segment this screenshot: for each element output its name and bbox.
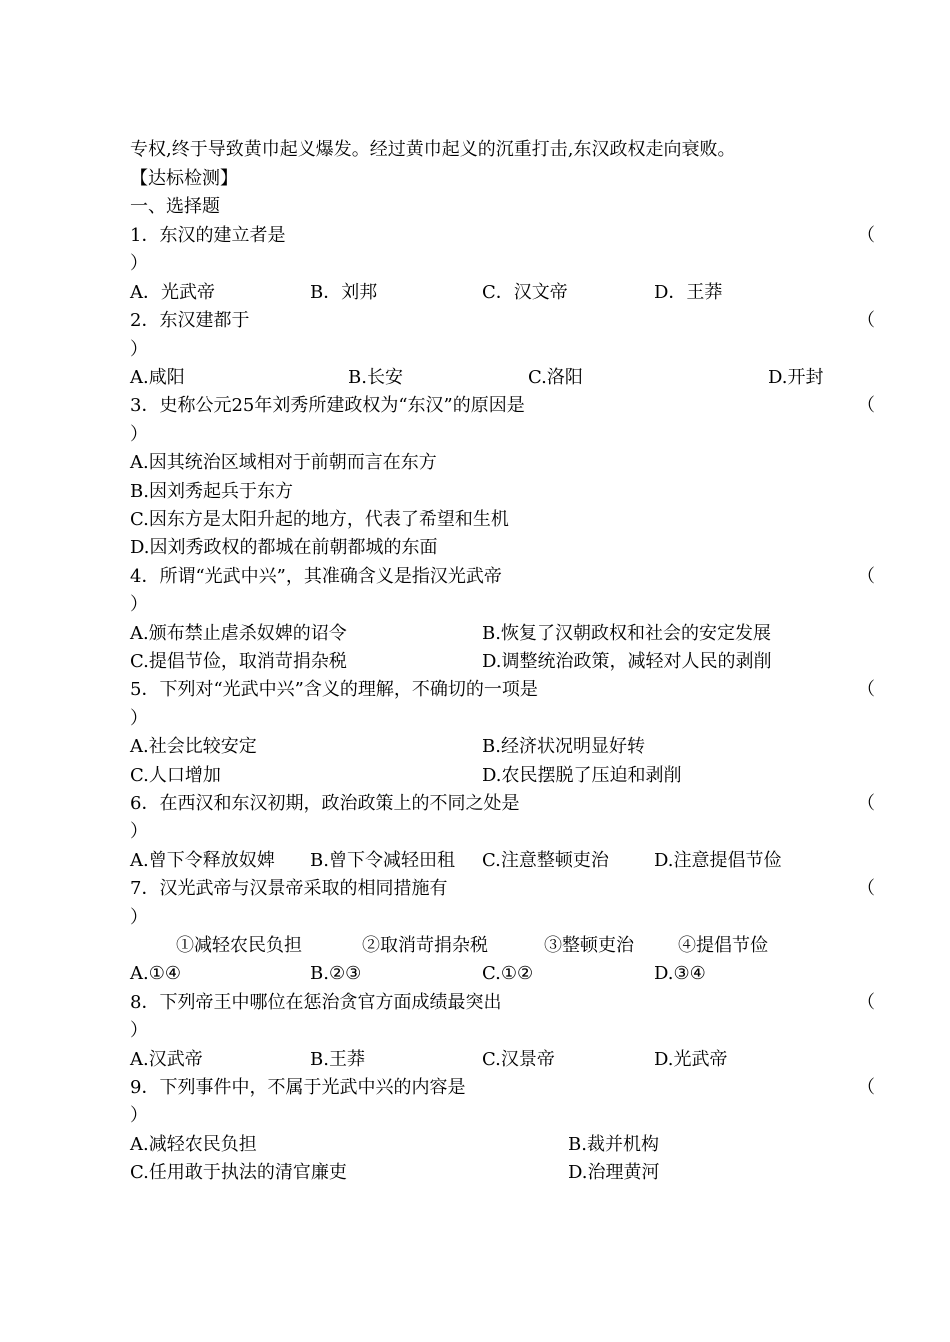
option-row (130, 847, 870, 875)
option: A.颁布禁止虐杀奴婢的诏令 (130, 623, 347, 644)
option: B.因刘秀起兵于东方 (130, 481, 293, 502)
option: B.曾下令减轻田租 (310, 850, 455, 871)
option-row (130, 364, 870, 392)
numbered-item: ③整顿吏治 (544, 935, 634, 956)
item-row (130, 932, 870, 960)
answer-paren-open: （ (857, 566, 875, 587)
option: D．王莽 (654, 282, 723, 303)
option: C.提倡节俭，取消苛捐杂税 (130, 651, 347, 672)
option-row (130, 279, 870, 307)
option: B．刘邦 (310, 282, 378, 303)
numbered-item: ④提倡节俭 (678, 935, 768, 956)
option: A．光武帝 (130, 282, 215, 303)
answer-paren-open: （ (857, 878, 875, 899)
answer-paren-open: （ (857, 992, 875, 1013)
option: C.任用敢于执法的清官廉吏 (130, 1162, 347, 1183)
option: D.注意提倡节俭 (654, 850, 782, 871)
part-title: 一、选择题 (130, 196, 220, 217)
answer-paren-close: ） (130, 708, 148, 729)
answer-paren-open: （ (857, 793, 875, 814)
option: C.①② (482, 963, 534, 984)
option-row (130, 1046, 870, 1074)
answer-paren-open: （ (857, 225, 875, 246)
option: B.王莽 (310, 1049, 365, 1070)
answer-paren-open: （ (857, 679, 875, 700)
answer-paren-close: ） (130, 907, 148, 928)
option-row (130, 762, 870, 790)
option-row (130, 1159, 870, 1187)
option: D.③④ (654, 963, 706, 984)
option: A.减轻农民负担 (130, 1134, 257, 1155)
answer-paren-open: （ (857, 1077, 875, 1098)
option: C．汉文帝 (482, 282, 568, 303)
answer-paren-close: ） (130, 821, 148, 842)
option: D.农民摆脱了压迫和剥削 (482, 765, 682, 786)
option: C.汉景帝 (482, 1049, 555, 1070)
option: C.注意整顿吏治 (482, 850, 609, 871)
option: A.①④ (130, 963, 181, 984)
question-stem: 4．所谓“光武中兴”，其准确含义是指汉光武帝 (130, 566, 502, 587)
question-stem: 5．下列对“光武中兴”含义的理解，不确切的一项是 (130, 679, 538, 700)
answer-paren-open: （ (857, 395, 875, 416)
question-stem: 6．在西汉和东汉初期，政治政策上的不同之处是 (130, 793, 520, 814)
option: B.长安 (348, 367, 403, 388)
question-stem: 1．东汉的建立者是 (130, 225, 286, 246)
option: A.曾下令释放奴婢 (130, 850, 275, 871)
answer-paren-open: （ (857, 310, 875, 331)
option: A.社会比较安定 (130, 736, 257, 757)
option: B.②③ (310, 963, 362, 984)
section-title: 【达标检测】 (130, 168, 238, 189)
question-stem: 7．汉光武帝与汉景帝采取的相同措施有 (130, 878, 448, 899)
question-stem: 8．下列帝王中哪位在惩治贪官方面成绩最突出 (130, 992, 502, 1013)
option: B.经济状况明显好转 (482, 736, 645, 757)
option: D.光武帝 (654, 1049, 728, 1070)
option: A.因其统治区域相对于前朝而言在东方 (130, 452, 437, 473)
question-stem: 9．下列事件中，不属于光武中兴的内容是 (130, 1077, 466, 1098)
intro-text: 专权,终于导致黄巾起义爆发。经过黄巾起义的沉重打击,东汉政权走向衰败。 (130, 139, 736, 160)
answer-paren-close: ） (130, 594, 148, 615)
option: D.开封 (768, 367, 824, 388)
option: A.汉武帝 (130, 1049, 203, 1070)
option-row (130, 733, 870, 761)
option: D.因刘秀政权的都城在前朝都城的东面 (130, 537, 438, 558)
answer-paren-close: ） (130, 424, 148, 445)
option-row (130, 648, 870, 676)
option: D.调整统治政策，减轻对人民的剥削 (482, 651, 772, 672)
option: A.咸阳 (130, 367, 185, 388)
numbered-item: ①减轻农民负担 (176, 935, 302, 956)
question-stem: 2．东汉建都于 (130, 310, 250, 331)
option: B.裁并机构 (568, 1134, 659, 1155)
question-stem: 3．史称公元25年刘秀所建政权为“东汉”的原因是 (130, 395, 525, 416)
answer-paren-close: ） (130, 1105, 148, 1126)
option: B.恢复了汉朝政权和社会的安定发展 (482, 623, 771, 644)
option: C.洛阳 (528, 367, 583, 388)
answer-paren-close: ） (130, 339, 148, 360)
answer-paren-close: ） (130, 253, 148, 274)
option-row (130, 1131, 870, 1159)
option-row (130, 960, 870, 988)
option: D.治理黄河 (568, 1162, 660, 1183)
answer-paren-close: ） (130, 1020, 148, 1041)
option-row (130, 620, 870, 648)
option: C.人口增加 (130, 765, 221, 786)
numbered-item: ②取消苛捐杂税 (362, 935, 488, 956)
option: C.因东方是太阳升起的地方，代表了希望和生机 (130, 509, 509, 530)
